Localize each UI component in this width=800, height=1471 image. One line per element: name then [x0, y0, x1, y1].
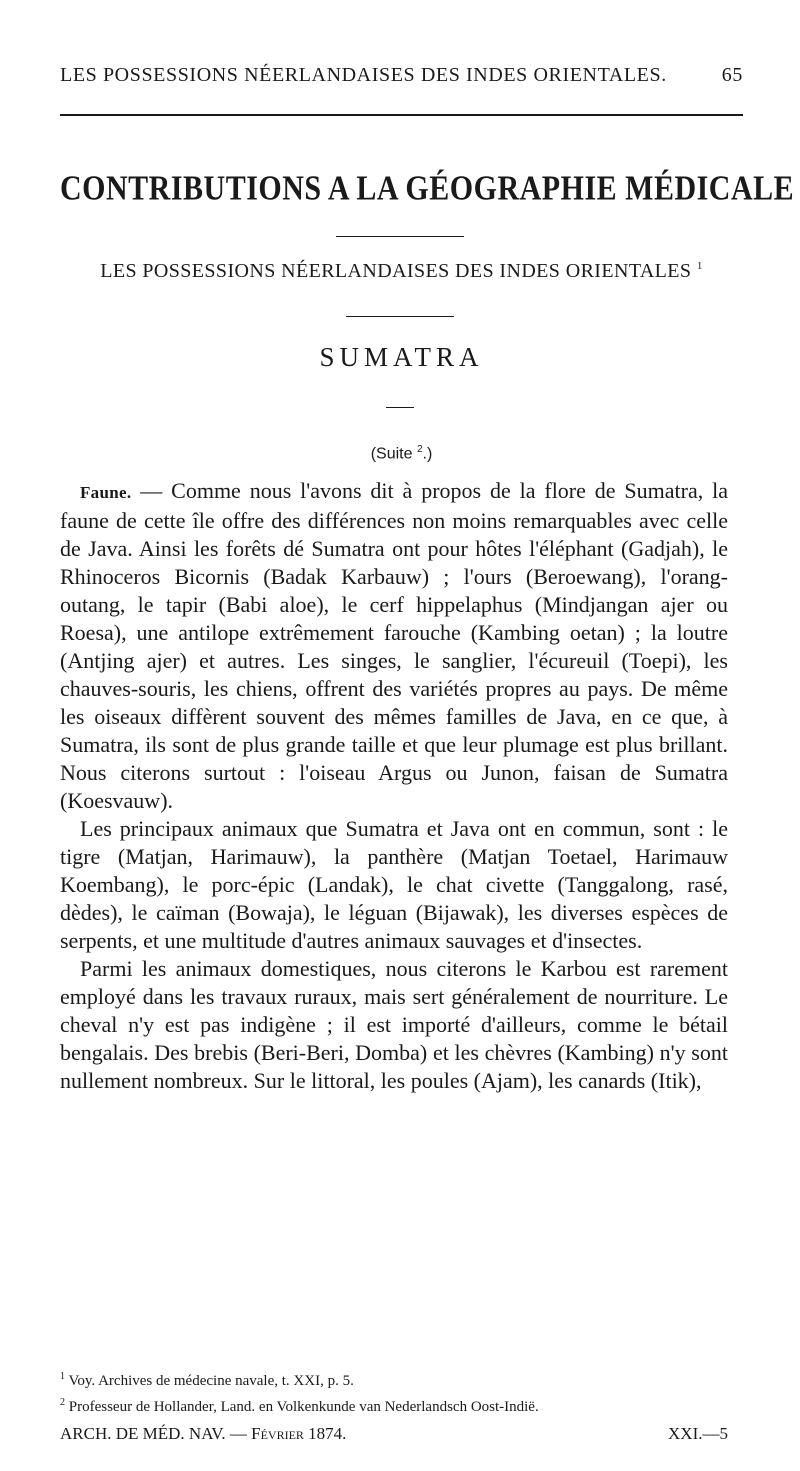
subtitle-note-mark: 1 — [696, 260, 703, 272]
suite-text: (Suite — [370, 445, 413, 463]
paragraph-domestic-animals: Parmi les animaux domestiques, nous citerons le Karbou est rarement employé dans les travaux ruraux, mais sert généralement de nourriture. Le cheval n'y est pas indigène ; il est importé d'ailleurs, comme le bétail bengalais. Des brebis (Beri-Beri, Domba) et les chèvres (Kambing) n'y sont nullement nombreux. Sur le littoral, les poules (Ajam), les canards (Itik), — [60, 956, 728, 1093]
running-head-title: LES POSSESSIONS NÉERLANDAISES DES INDES ORIENTALES. — [60, 64, 667, 86]
running-head — [60, 64, 743, 87]
suite-note-mark: 2 — [416, 444, 423, 455]
footnote-mark: 1 — [60, 1371, 65, 1382]
suite-close: .) — [422, 445, 433, 463]
footnote-text: Professeur de Hollander, Land. en Volkenkunde van Nederlandsch Oost-Indië. — [68, 1399, 539, 1415]
section-divider — [386, 407, 414, 408]
body-text — [60, 477, 728, 1095]
footer-journal: ARCH. DE MÉD. NAV. — Février 1874. — [60, 1424, 347, 1443]
paragraph-common-animals: Les principaux animaux que Sumatra et Java ont en commun, sont : le tigre (Matjan, Harimauw), la panthère (Matjan Toetael, Harimauw Koembang), le porc-épic (Landak), le chat civette (Tanggalong, rasé, dèdes), le caïman (Bowaja), le léguan (Bijawak), les diverses espèces de serpents, et une multitude d'autres animaux sauvages et d'insectes. — [60, 816, 728, 953]
footnote-1 — [60, 1366, 728, 1392]
title-divider — [336, 236, 464, 237]
header-rule — [60, 114, 743, 116]
section-title: SUMATRA — [319, 342, 484, 372]
article-subtitle — [60, 260, 743, 283]
page-number: 65 — [721, 64, 743, 86]
footnote-text: Voy. Archives de médecine navale, t. XXI, p. 5. — [68, 1373, 354, 1389]
footnotes — [60, 1366, 728, 1418]
footnote-mark: 2 — [60, 1397, 65, 1408]
page-footer — [60, 1424, 728, 1444]
footnote-2 — [60, 1392, 728, 1418]
lead-word: Faune. — [80, 483, 132, 502]
paragraph-faune — [60, 477, 728, 815]
footer-signature: XXI.—5 — [668, 1424, 728, 1443]
article-title: CONTRIBUTIONS A LA GÉOGRAPHIE MÉDICALE — [60, 169, 795, 208]
subtitle-text: LES POSSESSIONS NÉERLANDAISES DES INDES ORIENTALES — [100, 260, 692, 282]
subtitle-divider — [346, 316, 454, 317]
paragraph-text: — Comme nous l'avons dit à propos de la flore de Sumatra, la faune de cette île offre des différences non moins remarquables avec celle de Java. Ainsi les forêts dé Sumatra ont pour hôtes l'éléphant (Gadjah), le Rhinoceros Bicornis (Badak Karbauw) ; l'ours (Beroewang), l'orang-outang, le tapir (Babi aloe), le cerf hippelaphus (Mindjangan ajer ou Roesa), une antilope extrêmement farouche (Kambing oetan) ; la loutre (Antjing ajer) et autres. Les singes, le sanglier, l'écureuil (Toepi), les chauves-souris, les chiens, offrent des variétés propres au pays. De même les oiseaux diffèrent souvent des mêmes familles de Java, en ce que, à Sumatra, ils sont de plus grande taille et que leur plumage est plus brillant. Nous citerons surtout : l'oiseau Argus ou Junon, faisan de Sumatra (Koesvauw). — [60, 478, 728, 813]
suite-note — [60, 444, 743, 463]
